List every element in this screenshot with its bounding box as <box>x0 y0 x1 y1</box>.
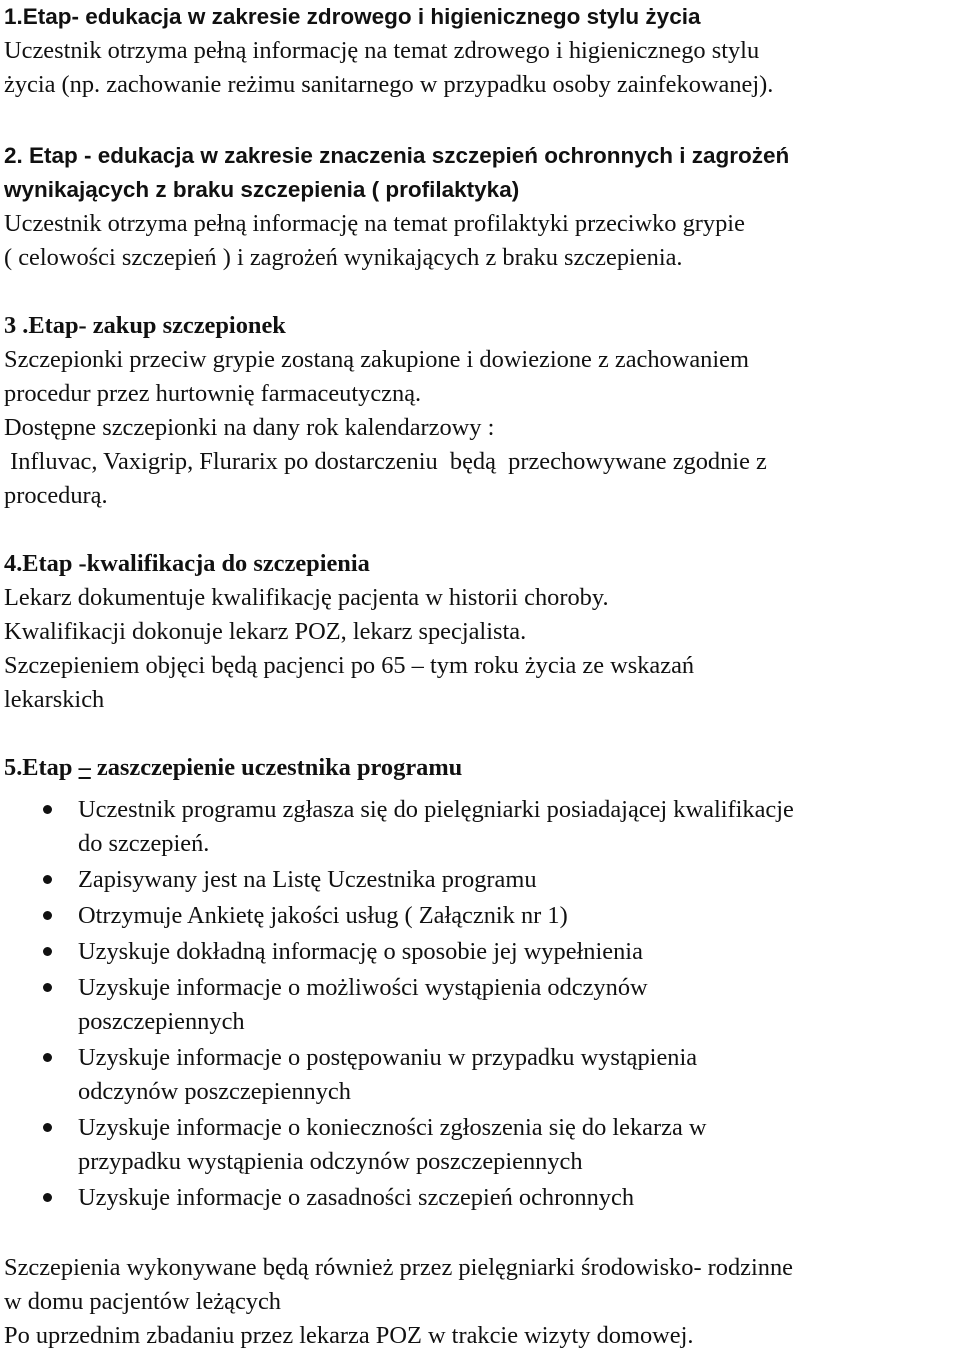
section-1-line-2: życia (np. zachowanie reżimu sanitarnego w przypadku osoby zainfekowanej). <box>4 71 774 98</box>
list-item-line: Uzyskuje dokładną informację o sposobie jej wypełnienia <box>78 938 643 965</box>
spacer <box>4 513 960 547</box>
section-5-bullet-list <box>4 793 960 1215</box>
section-4-line-3: Szczepieniem objęci będą pacjenci po 65 – tym roku życia ze wskazań <box>4 652 695 679</box>
spacer <box>4 102 960 136</box>
list-item <box>78 793 960 861</box>
section-4-line-4: lekarskich <box>4 686 105 713</box>
list-item-line: do szczepień. <box>78 830 210 857</box>
list-item-line: Uzyskuje informacje o konieczności zgłoszenia się do lekarza w <box>78 1114 707 1141</box>
list-item-line: Otrzymuje Ankietę jakości usług ( Załącznik nr 1) <box>78 902 568 929</box>
section-5-title-rest: zaszczepienie uczestnika programu <box>96 754 463 781</box>
section-5-title <box>4 751 960 785</box>
list-item <box>78 1111 960 1179</box>
section-4-line-2: Kwalifikacji dokonuje lekarz POZ, lekarz specjalista. <box>4 618 527 645</box>
section-2-line-2: ( celowości szczepień ) i zagrożeń wynikających z braku szczepienia. <box>4 244 683 271</box>
list-item-line: Uczestnik programu zgłasza się do pielęgniarki posiadającej kwalifikacje <box>78 796 794 823</box>
list-item-line: odczynów poszczepiennych <box>78 1078 351 1105</box>
spacer <box>4 717 960 751</box>
list-item-line: przypadku wystąpienia odczynów poszczepiennych <box>78 1148 583 1175</box>
section-3-line-4: Influvac, Vaxigrip, Flurarix po dostarczeniu będą przechowywane zgodnie z <box>4 448 767 475</box>
section-3-line-1: Szczepionki przeciw grypie zostaną zakupione i dowiezione z zachowaniem <box>4 346 749 373</box>
list-item-line: Uzyskuje informacje o postępowaniu w przypadku wystąpienia <box>78 1044 698 1071</box>
spacer <box>4 785 960 793</box>
section-1-title: 1.Etap- edukacja w zakresie zdrowego i higienicznego stylu życia <box>4 4 701 29</box>
bullet-icon <box>43 911 52 920</box>
bullet-icon <box>43 1193 52 1202</box>
list-item <box>78 1041 960 1109</box>
bullet-icon <box>43 947 52 956</box>
spacer <box>4 275 960 309</box>
spacer <box>4 1217 960 1251</box>
section-4-title: 4.Etap -kwalifikacja do szczepienia <box>4 550 370 577</box>
list-item-line: poszczepiennych <box>78 1008 245 1035</box>
list-item <box>78 863 960 897</box>
bullet-icon <box>43 983 52 992</box>
footer-line-3: Po uprzednim zbadaniu przez lekarza POZ w trakcie wizyty domowej. <box>4 1322 694 1349</box>
list-item <box>78 899 960 933</box>
section-5-title-prefix: 5.Etap <box>4 754 73 781</box>
section-3-line-2: procedur przez hurtownię farmaceutyczną. <box>4 380 422 407</box>
section-1-line-1: Uczestnik otrzyma pełną informację na temat zdrowego i higienicznego stylu <box>4 37 760 64</box>
bullet-icon <box>43 1053 52 1062</box>
section-4-line-1: Lekarz dokumentuje kwalifikację pacjenta w historii choroby. <box>4 584 609 611</box>
footer-line-1: Szczepienia wykonywane będą również przez pielęgniarki środowisko- rodzinne <box>4 1254 794 1281</box>
section-3-line-3: Dostępne szczepionki na dany rok kalendarzowy : <box>4 414 495 441</box>
section-2-title-line-1: 2. Etap - edukacja w zakresie znaczenia szczepień ochronnych i zagrożeń <box>4 143 790 168</box>
list-item <box>78 971 960 1039</box>
list-item-line: Uzyskuje informacje o możliwości wystąpienia odczynów <box>78 974 648 1001</box>
list-item-line: Uzyskuje informacje o zasadności szczepień ochronnych <box>78 1184 635 1211</box>
bullet-icon <box>43 875 52 884</box>
list-item <box>78 1181 960 1215</box>
section-3-title: 3 .Etap- zakup szczepionek <box>4 312 286 339</box>
section-2-line-1: Uczestnik otrzyma pełną informację na temat profilaktyki przeciwko grypie <box>4 210 745 237</box>
bullet-icon <box>43 1123 52 1132</box>
list-item-line: Zapisywany jest na Listę Uczestnika programu <box>78 866 537 893</box>
list-item <box>78 935 960 969</box>
footer-line-2: w domu pacjentów leżących <box>4 1288 281 1315</box>
bullet-icon <box>43 805 52 814</box>
section-5-title-dash: – <box>78 754 91 781</box>
section-2-title-line-2: wynikających z braku szczepienia ( profilaktyka) <box>4 177 520 202</box>
section-3-line-5: procedurą. <box>4 482 108 509</box>
